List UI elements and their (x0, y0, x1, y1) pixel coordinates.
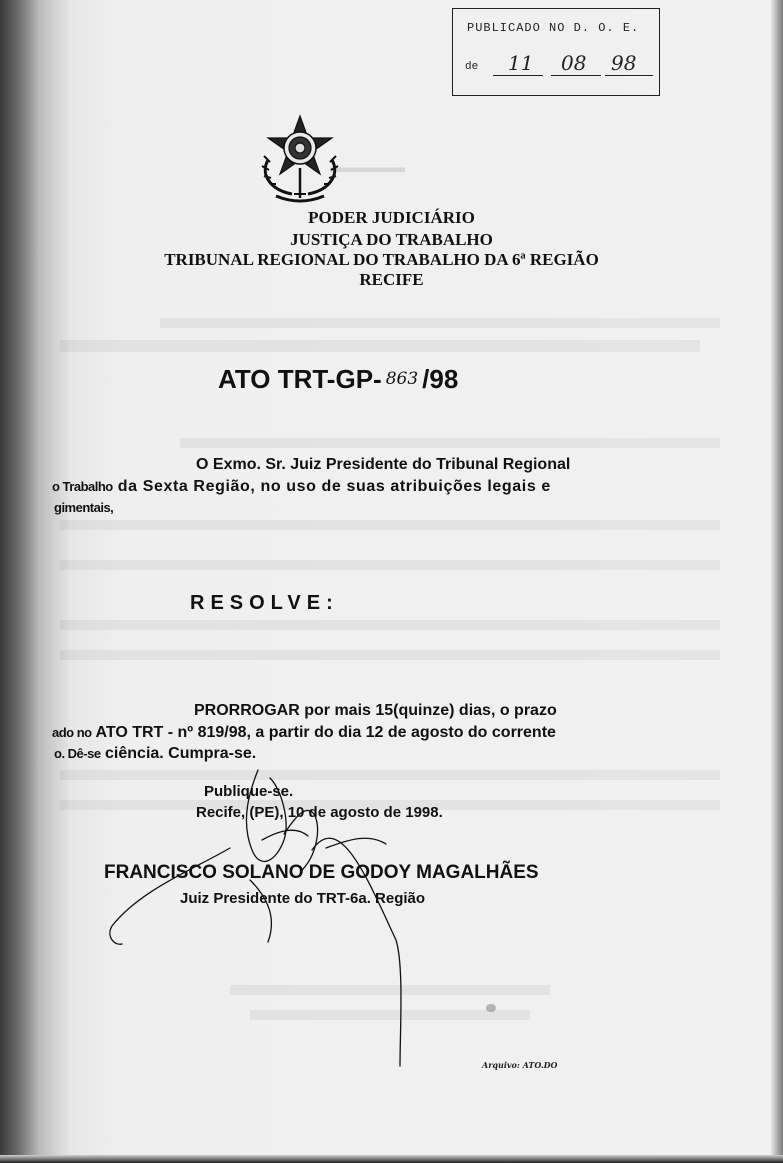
bleed-through-text (60, 620, 720, 630)
scan-edge-right (771, 0, 783, 1163)
bleed-through-text (60, 340, 700, 352)
signatory-name: FRANCISCO SOLANO DE GODOY MAGALHÃES (104, 862, 539, 883)
header-line-4: RECIFE (359, 270, 424, 289)
stamp-underline (493, 75, 543, 76)
coat-of-arms-icon (250, 112, 350, 206)
file-reference: Arquivo: ATO.DO (482, 1060, 558, 1070)
place-and-date: Recife, (PE), 10 de agosto de 1998. (196, 804, 443, 821)
header-line-1: PODER JUDICIÁRIO (308, 208, 475, 227)
resolution-line-2-start: ado no (52, 725, 92, 740)
signatory-role: Juiz Presidente do TRT-6a. Região (180, 890, 426, 907)
stamp-day: 11 (508, 51, 534, 75)
resolution-line-1: PRORROGAR por mais 15(quinze) dias, o prazo (194, 702, 557, 719)
ink-spot (486, 1004, 496, 1012)
stamp-title: PUBLICADO NO D. O. E. (467, 21, 640, 35)
act-title (218, 364, 458, 395)
header-line-3: TRIBUNAL REGIONAL DO TRABALHO DA 6ª REGIÃO (164, 250, 599, 269)
stamp-underline (605, 75, 653, 76)
act-number: 863 (385, 369, 419, 389)
resolution-line-3-start: o. Dê-se (54, 746, 101, 761)
stamp-year: 98 (611, 51, 637, 75)
resolution-line-3-rest: ciência. Cumpra-se. (100, 745, 257, 762)
publication-stamp (452, 8, 660, 96)
preamble-line-2-start: o Trabalho (52, 479, 113, 494)
preamble-line-3: gimentais, (54, 500, 114, 515)
preamble-line-1: O Exmo. Sr. Juiz Presidente do Tribunal Regional (196, 456, 571, 473)
stamp-underline (551, 75, 601, 76)
bleed-through-text: ▬▬▬▬▬ (330, 160, 405, 176)
preamble-line-2-rest: da Sexta Região, no uso de suas atribuições legais e (112, 478, 551, 495)
stamp-month: 08 (561, 51, 587, 75)
resolve-heading: RESOLVE: (190, 592, 339, 614)
preamble-line-2 (52, 478, 551, 496)
bleed-through-text (180, 438, 720, 448)
header-line-2: JUSTIÇA DO TRABALHO (290, 230, 493, 249)
bleed-through-text (160, 318, 720, 328)
bleed-through-text (60, 650, 720, 660)
publish-order: Publique-se. (204, 783, 294, 800)
scan-edge-bottom (0, 1155, 783, 1163)
bleed-through-text (60, 520, 720, 530)
act-prefix: ATO TRT-GP- (218, 364, 382, 394)
act-suffix: /98 (422, 364, 459, 394)
resolution-line-2-rest: ATO TRT - nº 819/98, a partir do dia 12 de agosto do corrente (91, 724, 556, 741)
stamp-de-label: de (465, 61, 479, 73)
bleed-through-text (60, 560, 720, 570)
